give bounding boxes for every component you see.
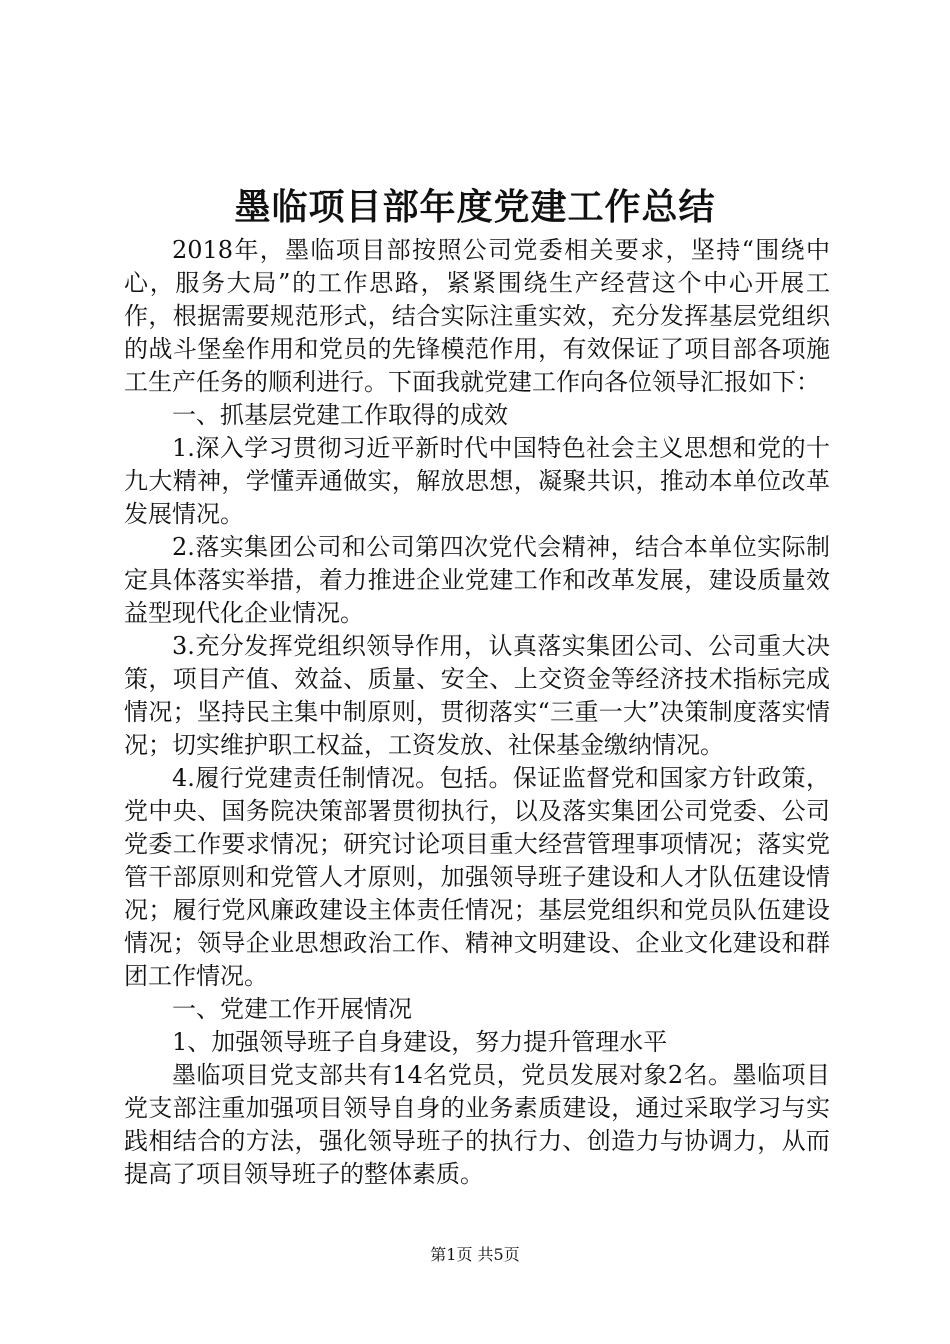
section-heading-achievements: 一、抓基层党建工作取得的成效 [172, 401, 508, 429]
subsection-heading-leadership: 1、加强领导班子自身建设，努力提升管理水平 [172, 1028, 668, 1056]
list-item-2: 2.落实集团公司和公司第四次党代会精神，结合本单位实际制定具体落实举措，着力推进企业党建工作和改革发展，建设质量效益型现代化企业情况。 [124, 533, 830, 627]
list-item-4: 4.履行党建责任制情况。包括。保证监督党和国家方针政策，党中央、国务院决策部署贯彻执行，以及落实集团公司党委、公司党委工作要求情况；研究讨论项目重大经营管理事项情况；落实党管干部原则和党管人才原则，加强领导班子建设和人才队伍建设情况；履行党风廉政建设主体责任情况；基层党组织和党员队伍建设情况；领导企业思想政治工作、精神文明建设、企业文化建设和群团工作情况。 [124, 764, 830, 990]
intro-paragraph: 2018年，墨临项目部按照公司党委相关要求，坚持“围绕中心，服务大局”的工作思路，紧紧围绕生产经营这个中心开展工作，根据需要规范形式，结合实际注重实效，充分发挥基层党组织的战斗堡垒作用和党员的先锋模范作用，有效保证了项目部各项施工生产任务的顺利进行。下面我就党建工作向各位领导汇报如下： [124, 236, 830, 396]
page-footer: 第1页 共5页 [430, 1245, 520, 1264]
list-item-3: 3.充分发挥党组织领导作用，认真落实集团公司、公司重大决策，项目产值、效益、质量、安全、上交资金等经济技术指标完成情况；坚持民主集中制原则，贯彻落实“三重一大”决策制度落实情况；切实维护职工权益，工资发放、社保基金缴纳情况。 [124, 632, 830, 759]
list-item-1: 1.深入学习贯彻习近平新时代中国特色社会主义思想和党的十九大精神，学懂弄通做实，解放思想，凝聚共识，推动本单位改革发展情况。 [124, 434, 830, 528]
leadership-paragraph: 墨临项目党支部共有14名党员，党员发展对象2名。墨临项目党支部注重加强项目领导自身的业务素质建设，通过采取学习与实践相结合的方法，强化领导班子的执行力、创造力与协调力，从而提高了项目领导班子的整体素质。 [124, 1061, 830, 1188]
section-heading-work-status: 一、党建工作开展情况 [172, 995, 412, 1023]
document-title: 墨临项目部年度党建工作总结 [234, 186, 716, 228]
document-body [124, 234, 830, 1191]
